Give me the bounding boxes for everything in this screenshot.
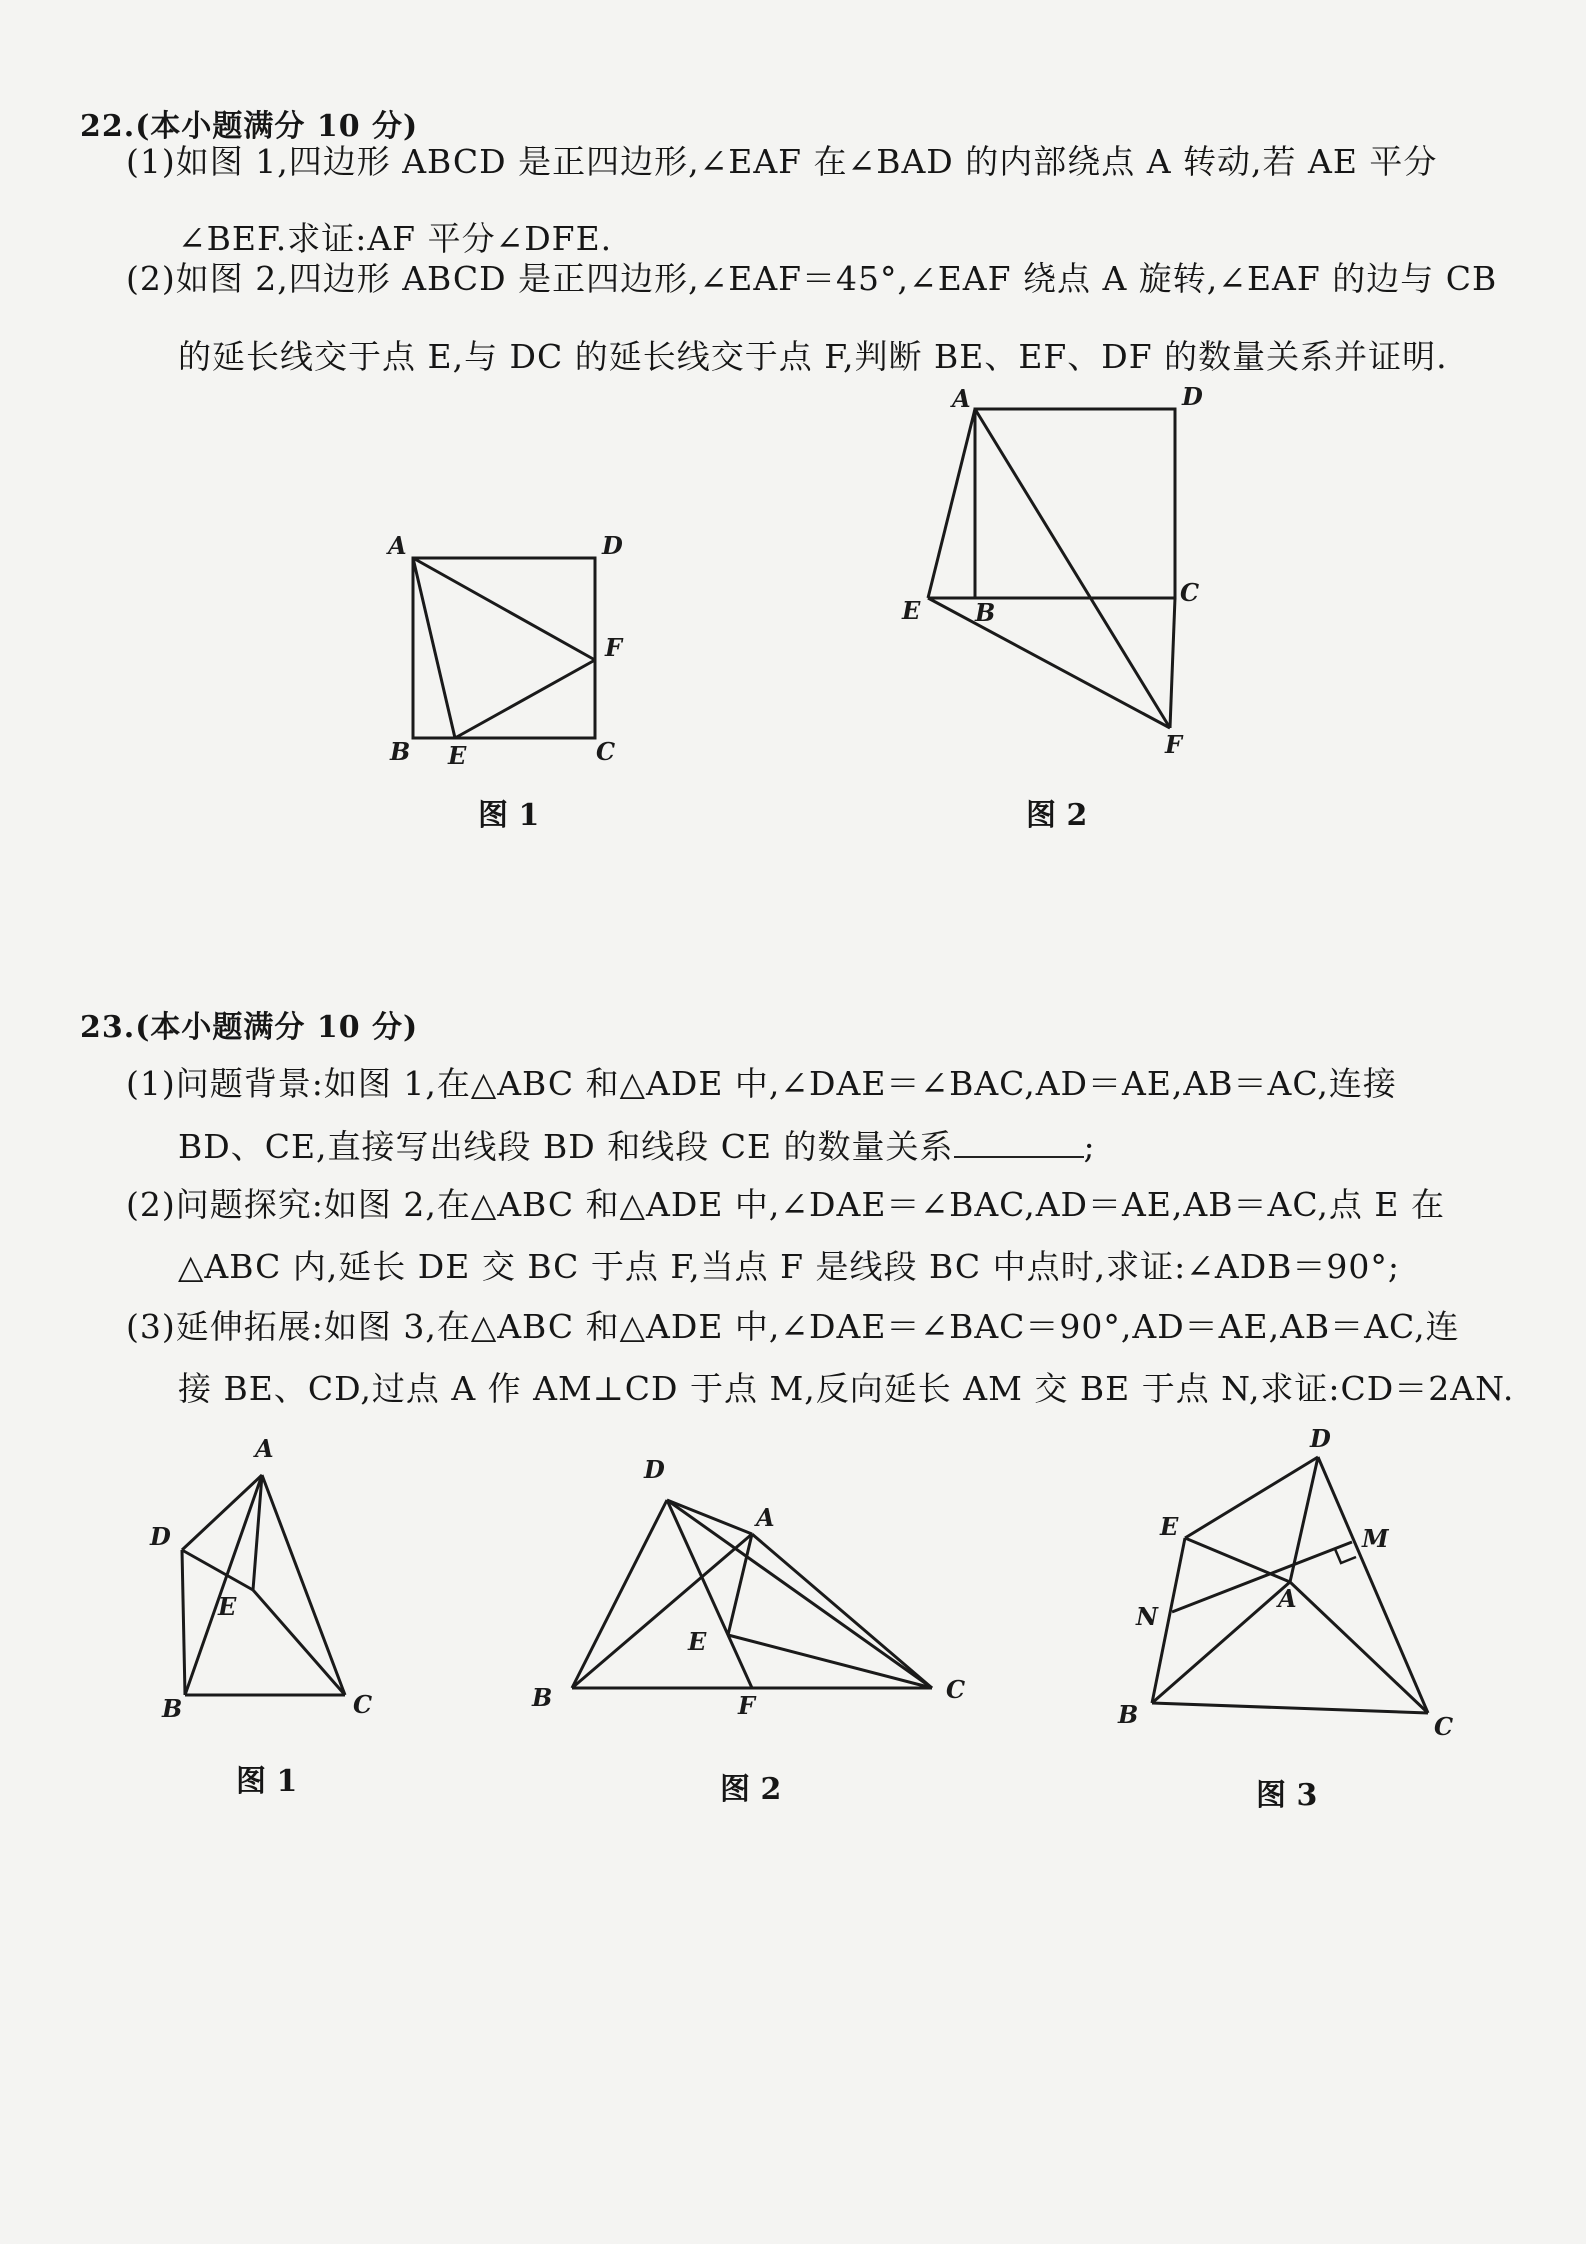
segment-nm	[1172, 1542, 1352, 1612]
segment-ef	[928, 598, 1170, 728]
segment-db	[572, 1500, 667, 1688]
q23-fig3-caption: 图 3	[1256, 1778, 1318, 1813]
q23-part1-line1: (1)问题背景:如图 1,在△ABC 和△ADE 中,∠DAE＝∠BAC,AD＝AE,AB＝AC,连接	[126, 1064, 1397, 1103]
label-d: D	[644, 1455, 665, 1484]
segment-ab	[185, 1475, 262, 1695]
q22-figure-2	[900, 382, 1220, 765]
segment-ea	[1185, 1538, 1290, 1582]
q23-fig2-caption: 图 2	[720, 1772, 782, 1807]
segment-ef	[455, 660, 595, 738]
q22-fig1-caption: 图 1	[478, 798, 540, 833]
label-b: B	[162, 1694, 183, 1723]
label-b: B	[975, 598, 996, 627]
q23-part1-line2-text: BD、CE,直接写出线段 BD 和线段 CE 的数量关系	[178, 1127, 954, 1166]
segment-af	[975, 409, 1170, 728]
label-e: E	[688, 1627, 707, 1656]
label-f: F	[738, 1691, 756, 1720]
label-a: A	[756, 1503, 775, 1532]
q23-part3-line2: 接 BE、CD,过点 A 作 AM⊥CD 于点 M,反向延长 AM 交 BE 于点 N,求证:CD＝2AN.	[178, 1369, 1515, 1408]
label-c: C	[1434, 1712, 1454, 1741]
right-angle-mark	[1335, 1549, 1356, 1563]
label-e: E	[448, 741, 467, 770]
label-c: C	[1180, 578, 1200, 607]
label-f: F	[1165, 730, 1183, 759]
q22-fig2-caption: 图 2	[1026, 798, 1088, 833]
q23-header: 23.(本小题满分 10 分)	[80, 1010, 419, 1045]
segment-ac	[1290, 1582, 1428, 1713]
q22-part1-line1: (1)如图 1,四边形 ABCD 是正四边形,∠EAF 在∠BAD 的内部绕点 A 转动,若 AE 平分	[126, 142, 1438, 181]
segment-ec	[253, 1590, 345, 1695]
label-d: D	[150, 1522, 171, 1551]
q22-part1-line2: ∠BEF.求证:AF 平分∠DFE.	[178, 219, 613, 258]
label-f: F	[605, 633, 623, 662]
segment-bc	[1152, 1703, 1428, 1713]
segment-af	[413, 558, 595, 660]
q22-part2-line1: (2)如图 2,四边形 ABCD 是正四边形,∠EAF＝45°,∠EAF 绕点 A 旋转,∠EAF 的边与 CB	[126, 259, 1498, 298]
label-e: E	[902, 596, 921, 625]
q23-part1-line2	[178, 1127, 1096, 1166]
q23-part2-line2: △ABC 内,延长 DE 交 BC 于点 F,当点 F 是线段 BC 中点时,求证:∠ADB＝90°;	[178, 1247, 1401, 1286]
label-d: D	[602, 531, 623, 560]
segment-cf	[1170, 598, 1175, 728]
segment-ae	[728, 1534, 752, 1635]
q23-figure-3	[1110, 1424, 1490, 1765]
q23-figure-1	[140, 1435, 400, 1725]
segment-db	[182, 1550, 185, 1695]
label-e: E	[218, 1592, 237, 1621]
segment-ab	[572, 1534, 752, 1688]
label-d: D	[1182, 382, 1203, 411]
answer-blank[interactable]	[954, 1130, 1084, 1158]
q22-figure-1	[380, 520, 660, 790]
label-d: D	[1310, 1424, 1331, 1453]
q23-figure-2	[520, 1450, 980, 1740]
q22-header: 22.(本小题满分 10 分)	[80, 109, 419, 144]
q23-part2-line1: (2)问题探究:如图 2,在△ABC 和△ADE 中,∠DAE＝∠BAC,AD＝AE,AB＝AC,点 E 在	[126, 1185, 1445, 1224]
label-b: B	[390, 737, 411, 766]
label-a: A	[388, 531, 407, 560]
square-abcd	[975, 409, 1175, 598]
segment-ed	[1185, 1457, 1318, 1538]
label-c: C	[946, 1675, 966, 1704]
segment-ae	[413, 558, 455, 738]
q23-part1-line2-end: ;	[1083, 1127, 1096, 1166]
segment-dc	[1318, 1457, 1428, 1713]
label-n: N	[1136, 1602, 1158, 1631]
q23-fig1-caption: 图 1	[236, 1764, 298, 1799]
label-a: A	[952, 384, 971, 413]
label-e: E	[1160, 1512, 1179, 1541]
segment-ac	[262, 1475, 345, 1695]
segment-de	[182, 1550, 253, 1590]
label-b: B	[1118, 1700, 1139, 1729]
label-a: A	[255, 1434, 274, 1463]
segment-ae	[928, 409, 975, 598]
label-a: A	[1278, 1584, 1297, 1613]
q23-part3-line1: (3)延伸拓展:如图 3,在△ABC 和△ADE 中,∠DAE＝∠BAC＝90°,AD＝AE,AB＝AC,连	[126, 1307, 1460, 1346]
q22-part2-line2: 的延长线交于点 E,与 DC 的延长线交于点 F,判断 BE、EF、DF 的数量关系并证明.	[178, 337, 1448, 376]
label-c: C	[596, 737, 616, 766]
segment-dc	[667, 1500, 932, 1688]
label-m: M	[1362, 1524, 1389, 1553]
label-c: C	[353, 1690, 373, 1719]
label-b: B	[532, 1683, 553, 1712]
